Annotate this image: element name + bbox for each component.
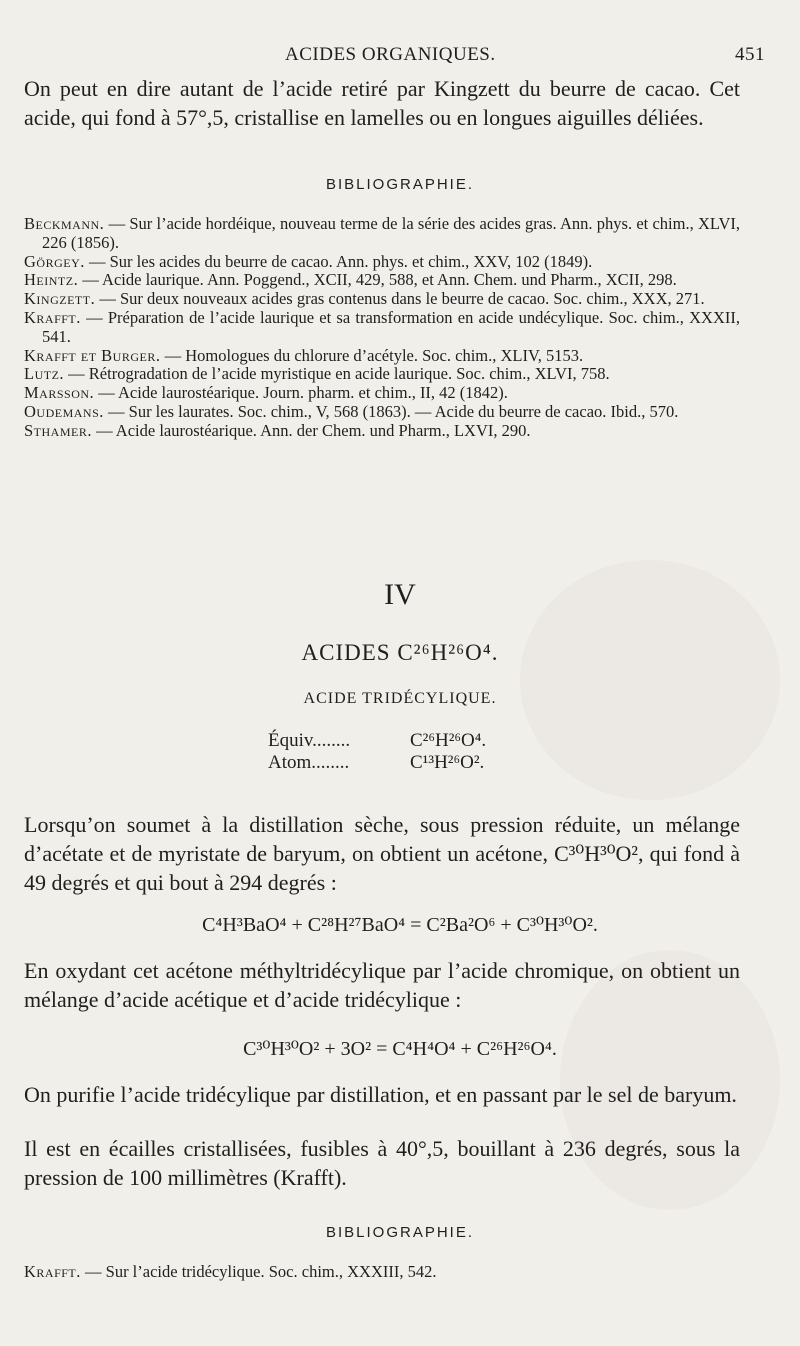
- bibliography-entry: [24, 347, 740, 366]
- bib-text: — Sur les acides du beurre de cacao. Ann. phys. et chim., XXV, 102 (1849).: [84, 251, 593, 271]
- bib-author: Krafft.: [24, 307, 81, 327]
- bib-text: — Sur les laurates. Soc. chim., V, 568 (1863). — Acide du beurre de cacao. Ibid., 570.: [103, 401, 679, 421]
- bib-author: Sthamer.: [24, 420, 92, 440]
- bibliography-list: [24, 215, 740, 441]
- bib-text: — Rétrogradation de l’acide myristique en acide laurique. Soc. chim., XLVI, 758.: [64, 364, 610, 384]
- bibliography-entry: [24, 365, 740, 384]
- section-subtitle: ACIDE TRIDÉCYLIQUE.: [303, 690, 497, 707]
- bibliography-entry: [24, 253, 740, 272]
- bib-author: Oudemans.: [24, 401, 104, 421]
- bib-text: — Sur l’acide hordéique, nouveau terme de la série des acides gras. Ann. phys. et chim., XLVI, 226 (1856).: [42, 214, 740, 252]
- paragraph-purification: On purifie l’acide tridécylique par distillation, et en passant par le sel de baryum.: [24, 1082, 737, 1107]
- bib-text: — Acide laurostéarique. Ann. der Chem. und Pharm., LXVI, 290.: [91, 420, 531, 440]
- formula-atom-value: C¹³H²⁶O².: [410, 752, 485, 773]
- bib-text: — Préparation de l’acide laurique et sa transformation en acide undécylique. Soc. chim., XXXII, 541.: [42, 307, 740, 346]
- formula-equiv-value: C²⁶H²⁶O⁴.: [410, 730, 487, 751]
- paragraph-distillation: Lorsqu’on soumet à la distillation sèche, sous pression réduite, un mélange d’acétate et de myristate de baryum, on obtient un acétone, C³⁰H³⁰O², qui fond à 49 degrés et qui bout à 294 degrés :: [24, 812, 740, 895]
- bib-author: Beckmann.: [24, 214, 105, 233]
- bibliography-entry: [24, 384, 740, 403]
- bib-text: — Acide laurique. Ann. Poggend., XCII, 429, 588, et Ann. Chem. und Pharm., XCII, 298.: [78, 270, 677, 290]
- bib-author: Krafft et Burger.: [24, 345, 161, 365]
- paragraph-properties: Il est en écailles cristallisées, fusibles à 40°,5, bouillant à 236 degrés, sous la pression de 100 millimètres (Krafft).: [24, 1136, 740, 1190]
- bib-author: Marsson.: [24, 383, 95, 403]
- bib-author: Krafft.: [24, 1262, 81, 1281]
- bib-author: Lutz.: [24, 364, 65, 384]
- bib-text: — Sur l’acide tridécylique. Soc. chim., XXXIII, 542.: [80, 1262, 437, 1281]
- paragraph-oxidation: En oxydant cet acétone méthyltridécylique par l’acide chromique, on obtient un mélange d’acide acétique et d’acide tridécylique :: [24, 958, 740, 1012]
- bibliography-entry-2: [24, 1262, 436, 1282]
- bibliography-entry: [24, 271, 740, 290]
- bib-author: Heintz.: [24, 270, 79, 290]
- formula-equiv-label: Équiv........: [268, 730, 351, 751]
- bib-text: — Sur deux nouveaux acides gras contenus dans le beurre de cacao. Soc. chim., XXX, 271.: [95, 289, 705, 309]
- section-title: ACIDES C²⁶H²⁶O⁴.: [301, 640, 499, 665]
- bib-author: Kingzett.: [24, 289, 96, 309]
- bibliography-entry: [24, 403, 740, 422]
- running-title: ACIDES ORGANIQUES.: [285, 44, 496, 65]
- equation-2: C³⁰H³⁰O² + 3O² = C⁴H⁴O⁴ + C²⁶H²⁶O⁴.: [243, 1038, 557, 1060]
- intro-paragraph: On peut en dire autant de l’acide retiré par Kingzett du beurre de cacao. Cet acide, qui fond à 57°,5, cristallise en lamelles ou en longues aiguilles déliées.: [24, 76, 740, 130]
- bib-text: — Homologues du chlorure d’acétyle. Soc. chim., XLIV, 5153.: [160, 345, 584, 365]
- bibliography-entry: [24, 215, 740, 253]
- page-number: 451: [735, 44, 765, 65]
- equation-1: C⁴H³BaO⁴ + C²⁸H²⁷BaO⁴ = C²Ba²O⁶ + C³⁰H³⁰O².: [202, 914, 598, 936]
- formula-atom-label: Atom........: [268, 752, 350, 773]
- bibliography-heading: BIBLIOGRAPHIE.: [325, 176, 475, 193]
- bib-author: Görgey.: [24, 251, 85, 271]
- bibliography-entry: [24, 290, 740, 309]
- bibliography-heading-2: BIBLIOGRAPHIE.: [325, 1224, 475, 1241]
- bibliography-entry: [24, 422, 740, 441]
- bibliography-entry: [24, 309, 740, 347]
- section-roman-numeral: IV: [384, 578, 416, 611]
- bib-text: — Acide laurostéarique. Journ. pharm. et chim., II, 42 (1842).: [94, 383, 508, 403]
- running-header: [0, 44, 800, 72]
